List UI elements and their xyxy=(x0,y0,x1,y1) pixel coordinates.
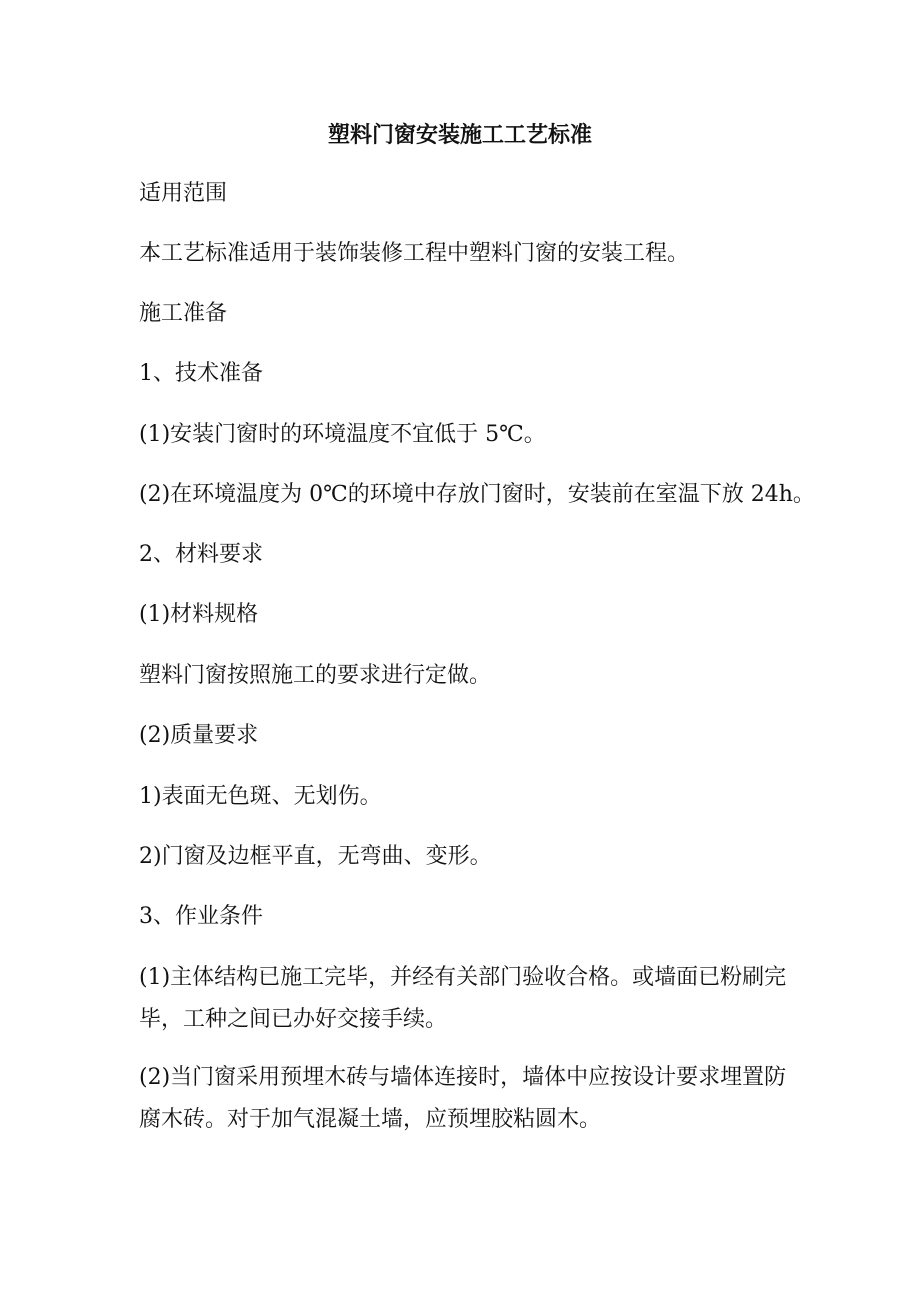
subheading-technical-preparation: 1、技术准备 xyxy=(139,361,263,386)
paragraph-embedded-wood-bricks: (2)当门窗采用预埋木砖与墙体连接时，墙体中应按设计要求埋置防腐木砖。对于加气混凝土墙，应预埋胶粘圆木。 xyxy=(139,1065,787,1132)
subheading-material-specification: (1)材料规格 xyxy=(139,602,259,627)
section-heading-scope: 适用范围 xyxy=(139,181,228,206)
paragraph-storage-requirement: (2)在环境温度为 0℃的环境中存放门窗时，安装前在室温下放 24h。 xyxy=(139,482,815,507)
paragraph-temperature-requirement: (1)安装门窗时的环境温度不宜低于 5℃。 xyxy=(139,422,546,447)
paragraph-custom-made: 塑料门窗按照施工的要求进行定做。 xyxy=(139,663,492,688)
list-item-frame-quality: 2)门窗及边框平直，无弯曲、变形。 xyxy=(139,844,492,869)
subheading-material-requirements: 2、材料要求 xyxy=(139,542,263,567)
paragraph-structure-accepted: (1)主体结构已施工完毕，并经有关部门验收合格。或墙面已粉刷完毕，工种之间已办好交接手续。 xyxy=(139,965,787,1032)
paragraph-scope-text: 本工艺标准适用于装饰装修工程中塑料门窗的安装工程。 xyxy=(139,241,690,266)
list-item-surface-quality: 1)表面无色斑、无划伤。 xyxy=(139,784,382,809)
subheading-quality-requirements: (2)质量要求 xyxy=(139,723,259,748)
subheading-work-conditions: 3、作业条件 xyxy=(139,904,263,929)
document-title: 塑料门窗安装施工工艺标准 xyxy=(327,122,592,148)
section-heading-preparation: 施工准备 xyxy=(139,301,228,326)
